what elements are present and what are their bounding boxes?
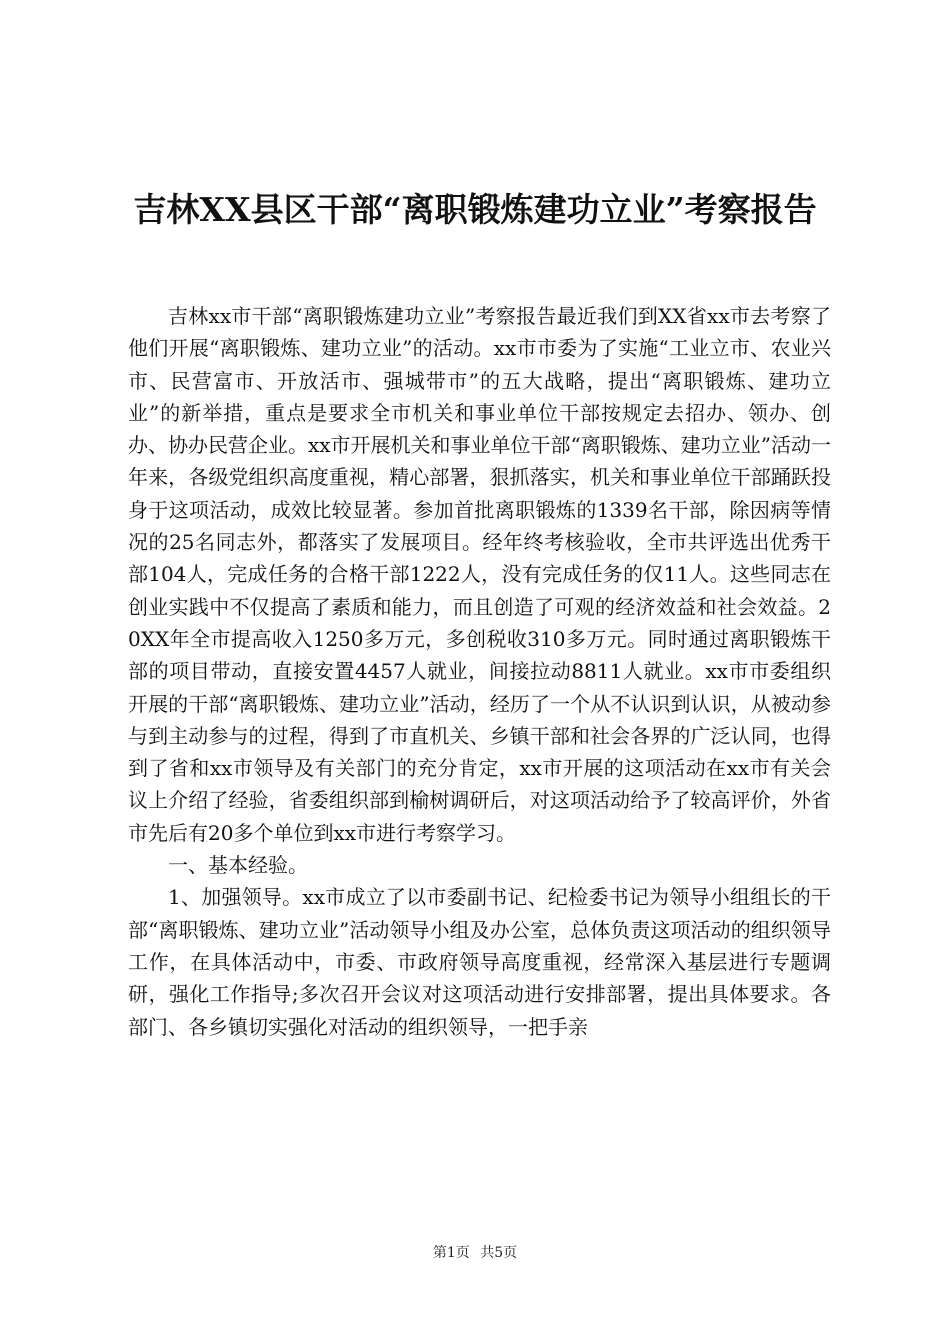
page-total: 共5页 bbox=[480, 1245, 518, 1261]
paragraph-section-heading: 一、基本经验。 bbox=[168, 853, 308, 878]
page-number: 第1页 bbox=[432, 1245, 470, 1261]
document-body bbox=[128, 300, 831, 1043]
document-title: 吉林XX县区干部“离职锻炼建功立业”考察报告 bbox=[133, 190, 817, 229]
paragraph-intro: 吉林xx市干部“离职锻炼建功立业”考察报告最近我们到XX省xx市去考察了他们开展“离职锻炼、建功立业”的活动。xx市市委为了实施“工业立市、农业兴市、民营富市、开放活市、强城带市”的五大战略，提出“离职锻炼、建功立业”的新举措，重点是要求全市机关和事业单位干部按规定去招办、领办、创办、协办民营企业。xx市开展机关和事业单位干部“离职锻炼、建功立业”活动一年来，各级党组织高度重视，精心部署，狠抓落实，机关和事业单位干部踊跃投身于这项活动，成效比较显著。参加首批离职锻炼的1339名干部，除因病等情况的25名同志外，都落实了发展项目。经年终考核验收，全市共评选出优秀干部104人，完成任务的合格干部1222人，没有完成任务的仅11人。这些同志在创业实践中不仅提高了素质和能力，而且创造了可观的经济效益和社会效益。20XX年全市提高收入1250多万元，多创税收310多万元。同时通过离职锻炼干部的项目带动，直接安置4457人就业，间接拉动8811人就业。xx市市委组织开展的干部“离职锻炼、建功立业”活动，经历了一个从不认识到认识，从被动参与到主动参与的过程，得到了市直机关、乡镇干部和社会各界的广泛认同，也得到了省和xx市领导及有关部门的充分肯定，xx市开展的这项活动在xx市有关会议上介绍了经验，省委组织部到榆树调研后，对这项活动给予了较高评价，外省市先后有20多个单位到xx市进行考察学习。 bbox=[128, 304, 832, 845]
paragraph-leadership: 1、加强领导。xx市成立了以市委副书记、纪检委书记为领导小组组长的干部“离职锻炼、建功立业”活动领导小组及办公室，总体负责这项活动的组织领导工作，在具体活动中，市委、市政府领导高度重视，经常深入基层进行专题调研，强化工作指导;多次召开会议对这项活动进行安排部署，提出具体要求。各部门、各乡镇切实强化对活动的组织领导，一把手亲 bbox=[128, 885, 831, 1039]
page-footer bbox=[0, 1243, 950, 1263]
